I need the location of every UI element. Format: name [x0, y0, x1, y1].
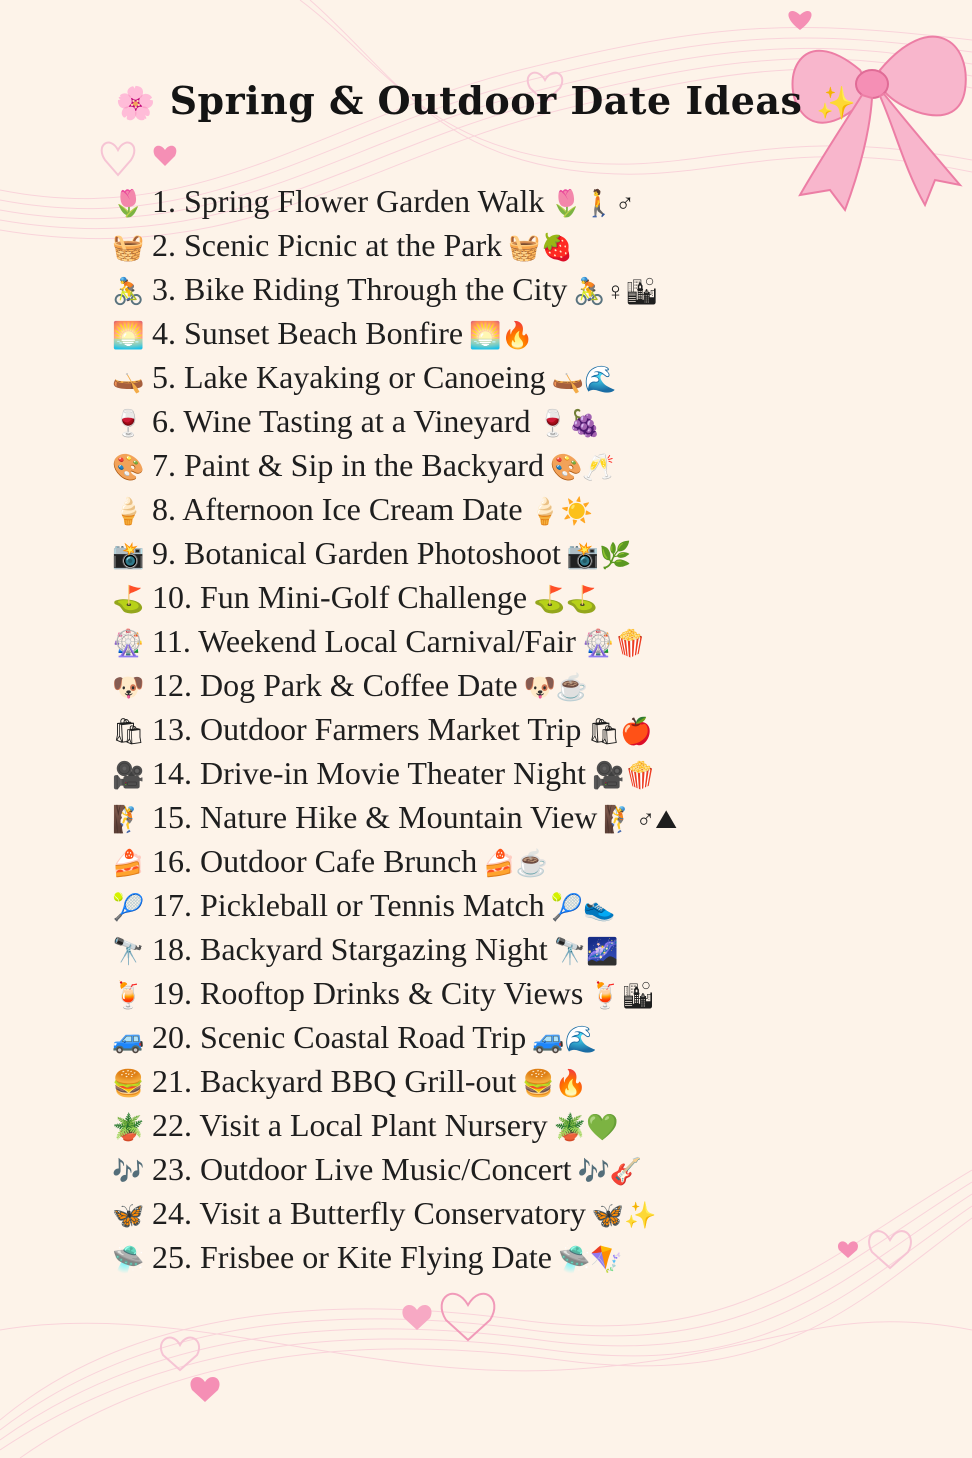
wine-grapes-icon: 🍷🍇: [536, 409, 602, 438]
list-item-label: 23. Outdoor Live Music/Concert: [152, 1151, 572, 1187]
list-item: [112, 443, 892, 487]
list-item-label: 12. Dog Park & Coffee Date: [152, 667, 518, 703]
list-item-label: 19. Rooftop Drinks & City Views: [152, 975, 584, 1011]
list-item: [112, 971, 892, 1015]
list-item-label: 25. Frisbee or Kite Flying Date: [152, 1239, 552, 1275]
list-item: [112, 487, 892, 531]
heart-icon: [154, 146, 177, 166]
climber-icon: 🧗: [112, 805, 145, 834]
list-item: [112, 707, 892, 751]
list-item-label: 2. Scenic Picnic at the Park: [152, 227, 503, 263]
shopping-bags-icon: 🛍: [112, 717, 146, 746]
basket-icon: 🧺: [112, 233, 145, 262]
potted-plant-icon: 🪴: [112, 1113, 145, 1142]
cake-icon: 🍰: [112, 849, 145, 878]
list-item-label: 20. Scenic Coastal Road Trip: [152, 1019, 527, 1055]
list-item: [112, 1103, 892, 1147]
telescope-milky-way-icon: 🔭🌌: [553, 937, 619, 966]
heart-outline-icon: [442, 1294, 495, 1340]
list-item: [112, 663, 892, 707]
camera-herb-icon: 📸🌿: [566, 541, 632, 570]
list-item-label: 13. Outdoor Farmers Market Trip: [152, 711, 582, 747]
list-item-label: 3. Bike Riding Through the City: [152, 271, 568, 307]
camera-flash-icon: 📸: [112, 541, 145, 570]
drink-city-icon: 🍹🏙: [589, 981, 655, 1010]
list-item: [112, 883, 892, 927]
ice-cream-sun-icon: 🍦☀️: [528, 497, 594, 526]
date-ideas-list: [112, 179, 892, 1279]
page-title-text: Spring & Outdoor Date Ideas: [169, 78, 803, 123]
list-item-label: 15. Nature Hike & Mountain View: [152, 799, 598, 835]
car-wave-icon: 🚙🌊: [532, 1025, 597, 1054]
list-item-label: 7. Paint & Sip in the Backyard: [152, 447, 544, 483]
butterfly-sparkles-icon: 🦋✨: [591, 1201, 657, 1230]
burger-icon: 🍔: [112, 1069, 145, 1098]
list-item: [112, 1059, 892, 1103]
dog-coffee-icon: 🐶☕: [523, 673, 589, 702]
heart-icon: [190, 1377, 219, 1402]
music-guitar-icon: 🎶🎸: [577, 1157, 643, 1186]
list-item-label: 4. Sunset Beach Bonfire: [152, 315, 464, 351]
ferris-wheel-popcorn-icon: 🎡🍿: [581, 629, 647, 658]
list-item: [112, 927, 892, 971]
ferris-wheel-icon: 🎡: [112, 629, 145, 658]
page-title: [0, 78, 972, 123]
list-item-label: 8. Afternoon Ice Cream Date: [152, 491, 523, 527]
list-item: [112, 399, 892, 443]
music-notes-icon: 🎶: [112, 1157, 145, 1186]
list-item-label: 11. Weekend Local Carnival/Fair: [152, 623, 576, 659]
list-item: [112, 1015, 892, 1059]
wine-glass-icon: 🍷: [112, 409, 145, 438]
list-item: [112, 179, 892, 223]
list-item-label: 10. Fun Mini-Golf Challenge: [152, 579, 528, 615]
palette-champagne-icon: 🎨🥂: [549, 453, 615, 482]
list-item-label: 17. Pickleball or Tennis Match: [152, 887, 545, 923]
tennis-ball-icon: 🎾: [112, 893, 145, 922]
list-item: [112, 751, 892, 795]
list-item-label: 6. Wine Tasting at a Vineyard: [152, 403, 531, 439]
burger-fire-icon: 🍔🔥: [522, 1069, 588, 1098]
canoe-wave-icon: 🛶🌊: [551, 365, 617, 394]
list-item: [112, 839, 892, 883]
golf-flag-icon: ⛳: [112, 585, 145, 614]
bicyclist-icon: 🚴: [112, 277, 145, 306]
list-item: [112, 311, 892, 355]
car-icon: 🚙: [112, 1025, 145, 1054]
list-item-label: 21. Backyard BBQ Grill-out: [152, 1063, 517, 1099]
heart-icon: [402, 1305, 431, 1330]
list-item-label: 24. Visit a Butterfly Conservatory: [152, 1195, 586, 1231]
plant-heart-icon: 🪴💚: [553, 1113, 619, 1142]
tulip-icon: 🌷: [112, 189, 145, 218]
list-item: [112, 355, 892, 399]
ice-cream-icon: 🍦: [112, 497, 145, 526]
sparkles-icon: ✨: [816, 84, 857, 122]
sunrise-fire-icon: 🌅🔥: [469, 321, 534, 350]
climber-mountain-icon: 🧗♂⛰: [603, 805, 678, 834]
cherry-blossom-icon: 🌸: [115, 84, 156, 122]
list-item-label: 14. Drive-in Movie Theater Night: [152, 755, 586, 791]
list-item-label: 16. Outdoor Cafe Brunch: [152, 843, 478, 879]
heart-outline-icon: [102, 143, 135, 175]
dog-face-icon: 🐶: [112, 673, 145, 702]
golf-flags-icon: ⛳⛳: [533, 585, 598, 614]
list-item: [112, 531, 892, 575]
movie-camera-popcorn-icon: 🎥🍿: [591, 761, 657, 790]
list-item: [112, 223, 892, 267]
tennis-shoe-icon: 🎾👟: [550, 893, 616, 922]
list-item-label: 9. Botanical Garden Photoshoot: [152, 535, 561, 571]
list-item: [112, 575, 892, 619]
tropical-drink-icon: 🍹: [112, 981, 145, 1010]
list-item-label: 22. Visit a Local Plant Nursery: [152, 1107, 548, 1143]
flying-saucer-icon: 🛸: [112, 1245, 145, 1274]
butterfly-icon: 🦋: [112, 1201, 145, 1230]
list-item-label: 1. Spring Flower Garden Walk: [152, 183, 545, 219]
bicyclist-city-icon: 🚴♀🏙: [573, 277, 659, 306]
cake-coffee-icon: 🍰☕: [483, 849, 549, 878]
list-item-label: 18. Backyard Stargazing Night: [152, 931, 548, 967]
saucer-kite-icon: 🛸🪁: [557, 1245, 623, 1274]
list-item-label: 5. Lake Kayaking or Canoeing: [152, 359, 546, 395]
shopping-bags-apple-icon: 🛍🍎: [587, 717, 653, 746]
tulip-walking-icon: 🌷🚶♂: [550, 189, 635, 218]
list-item: [112, 1235, 892, 1279]
telescope-icon: 🔭: [112, 937, 145, 966]
list-item: [112, 1147, 892, 1191]
list-item: [112, 1191, 892, 1235]
movie-camera-icon: 🎥: [112, 761, 145, 790]
list-item: [112, 619, 892, 663]
palette-icon: 🎨: [112, 453, 145, 482]
list-item: [112, 267, 892, 311]
basket-strawberry-icon: 🧺🍓: [508, 233, 573, 262]
list-item: [112, 795, 892, 839]
sunrise-icon: 🌅: [112, 321, 145, 350]
canoe-icon: 🛶: [112, 365, 145, 394]
